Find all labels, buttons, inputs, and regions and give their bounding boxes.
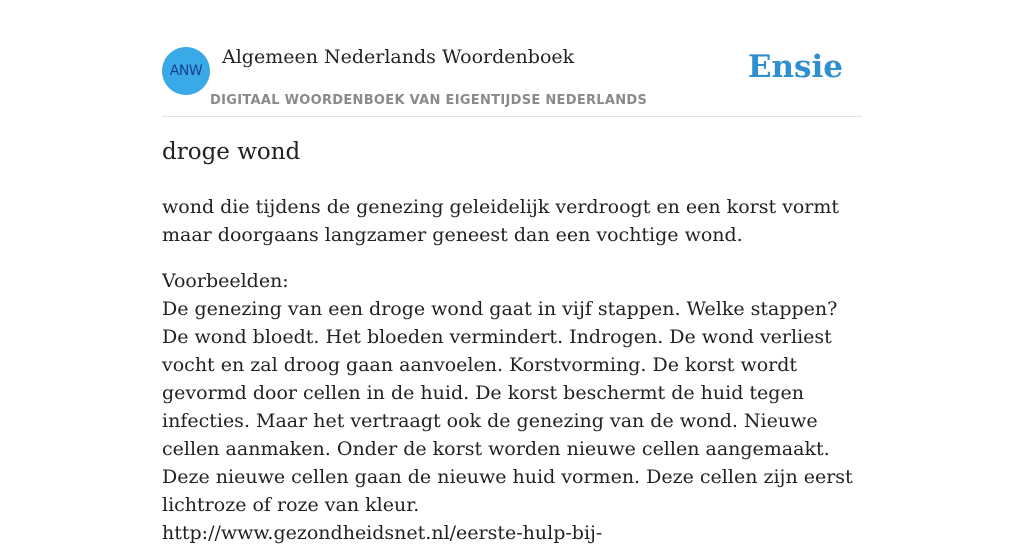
ensie-brand-link[interactable]: Ensie [747,49,843,85]
header [162,0,862,117]
entry-definition: wond die tijdens de genezing geleidelijk verdroogt en een korst vormt maar doorgaans langzamer geneest dan een vochtige wond. [162,196,840,246]
anw-logo[interactable] [162,47,210,95]
examples-block [162,267,862,547]
content-container [162,0,862,544]
logo-text: ANW [169,63,203,79]
dictionary-subtitle: DIGITAAL WOORDENBOEK VAN EIGENTIJDSE NEDERLANDS [210,93,648,108]
entry-title: droge wond [162,139,301,165]
examples-label: Voorbeelden: [162,270,289,292]
example-source-link[interactable]: http://www.gezondheidsnet.nl/eerste-hulp-bij- [162,522,603,544]
example-text: De genezing van een droge wond gaat in vijf stappen. Welke stappen? De wond bloedt. Het bloeden vermindert. Indrogen. De wond verliest vocht en zal droog gaan aanvoelen. Korstvorming. De korst wordt gevormd door cellen in de huid. De korst beschermt de huid tegen infecties. Maar het vertraagt ook de genezing van de wond. Nieuwe cellen aanmaken. Onder de korst worden nieuwe cellen aangemaakt. Deze nieuwe cellen gaan de nieuwe huid vormen. Deze cellen zijn eerst lichtroze of roze van kleur. [162,298,853,516]
dictionary-title[interactable]: Algemeen Nederlands Woordenboek [222,46,575,68]
